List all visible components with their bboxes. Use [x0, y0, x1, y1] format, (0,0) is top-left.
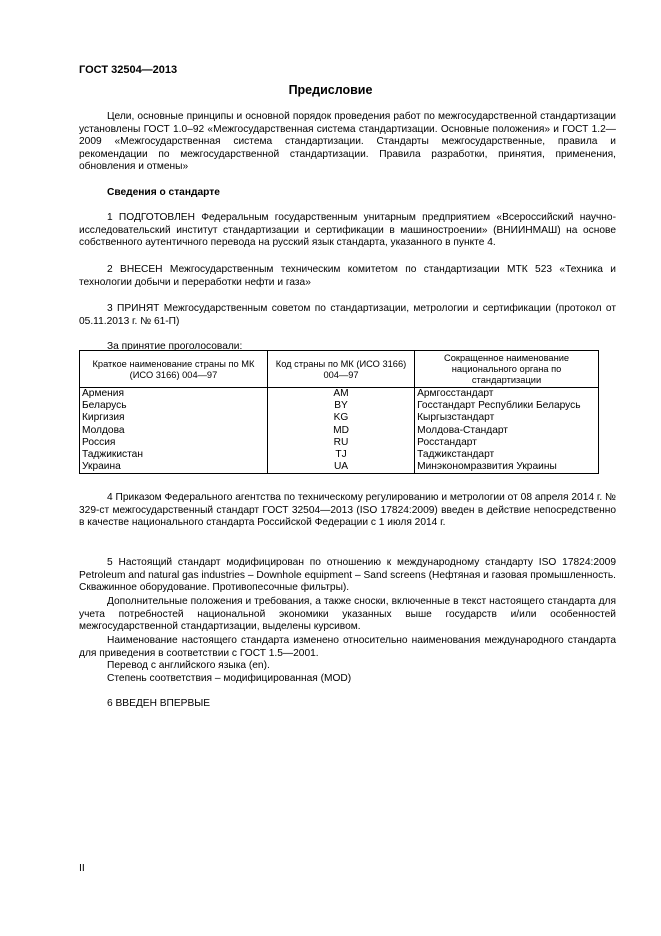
table-row: [80, 449, 599, 461]
country-name: Россия: [80, 437, 268, 449]
standards-body: Минэкономразвития Украины: [415, 461, 599, 474]
country-name: Киргизия: [80, 412, 268, 424]
item-5-paragraph: 5 Настоящий стандарт модифицирован по отношению к международному стандарту ISO 17824:2009 Petroleum and natural gas industries – Downhole equipment – Sand screens (Нефтяная и газовая промышленность. Скважинное оборудование. Противопесочные фильтры).: [79, 557, 616, 594]
table-row: [80, 388, 599, 401]
page-number: II: [79, 862, 85, 874]
table-row: [80, 461, 599, 474]
country-name: Таджикистан: [80, 449, 268, 461]
country-name: Армения: [80, 388, 268, 401]
standards-body: Росстандарт: [415, 437, 599, 449]
country-code: MD: [267, 425, 414, 437]
item-5-translation-line: Перевод с английского языка (en).: [107, 660, 270, 671]
table-row: [80, 425, 599, 437]
country-code: RU: [267, 437, 414, 449]
item-5-additional-paragraph: Дополнительные положения и требования, а также сноски, включенные в текст настоящего стандарта для учета потребностей национальной экономики указанных выше государств и/или особенностей межгосударственной стандартизации, выделены курсивом.: [79, 596, 616, 633]
country-name: Беларусь: [80, 400, 268, 412]
section-heading: Сведения о стандарте: [107, 187, 220, 198]
country-name: Украина: [80, 461, 268, 474]
item-5-title-change-paragraph: Наименование настоящего стандарта изменено относительно наименования международного стандарта для приведения в соответствии с ГОСТ 1.5—2001.: [79, 635, 616, 659]
voting-table: [79, 350, 599, 474]
standards-body: Армгосстандарт: [415, 388, 599, 401]
standards-body: Кыргызстандарт: [415, 412, 599, 424]
table-header-row: [80, 351, 599, 388]
standards-body: Таджикстандарт: [415, 449, 599, 461]
item-5-conformity-line: Степень соответствия – модифицированная (MOD): [107, 673, 352, 684]
table-row: [80, 437, 599, 449]
country-code: TJ: [267, 449, 414, 461]
intro-paragraph: Цели, основные принципы и основной порядок проведения работ по межгосударственной стандартизации установлены ГОСТ 1.0–92 «Межгосударственная система стандартизации. Основные положения» и ГОСТ 1.2—2009 «Межгосударственная система стандартизации. Стандарты межгосударственные, правила и рекомендации по межгосударственной стандартизации. Правила разработки, принятия, применения, обновления и отмены»: [79, 111, 616, 173]
document-number: ГОСТ 32504—2013: [79, 64, 178, 76]
country-code: AM: [267, 388, 414, 401]
header-standards-body: Сокращенное наименование национального органа по стандартизации: [415, 351, 599, 388]
header-country-code: Код страны по МК (ИСО 3166) 004—97: [267, 351, 414, 388]
standards-body: Молдова-Стандарт: [415, 425, 599, 437]
item-4-paragraph: 4 Приказом Федерального агентства по техническому регулированию и метрологии от 08 апреля 2014 г. № 329-ст межгосударственный стандарт ГОСТ 32504—2013 (ISO 17824:2009) введен в действие непосредственно в качестве национального стандарта Российской Федерации с 1 июля 2014 г.: [79, 492, 616, 529]
vote-label: За принятие проголосовали:: [107, 341, 243, 352]
table-row: [80, 400, 599, 412]
table-row: [80, 412, 599, 424]
country-code: KG: [267, 412, 414, 424]
country-name: Молдова: [80, 425, 268, 437]
header-country-name: Краткое наименование страны по МК (ИСО 3166) 004—97: [80, 351, 268, 388]
item-2-paragraph: 2 ВНЕСЕН Межгосударственным техническим комитетом по стандартизации МТК 523 «Техника и технологии добычи и переработки нефти и газа»: [79, 264, 616, 288]
item-3-paragraph: 3 ПРИНЯТ Межгосударственным советом по стандартизации, метрологии и сертификации (протокол от 05.11.2013 г. № 61-П): [79, 303, 616, 327]
item-1-paragraph: 1 ПОДГОТОВЛЕН Федеральным государственным унитарным предприятием «Всероссийский научно-исследовательский институт стандартизации и сертификации в машиностроении» (ВНИИНМАШ) на основе собственного аутентичного перевода на русский язык стандарта, указанного в пункте 4.: [79, 212, 616, 249]
standards-body: Госстандарт Республики Беларусь: [415, 400, 599, 412]
country-code: BY: [267, 400, 414, 412]
page-title: Предисловие: [288, 83, 373, 97]
country-code: UA: [267, 461, 414, 474]
item-6-paragraph: 6 ВВЕДЕН ВПЕРВЫЕ: [107, 698, 211, 709]
